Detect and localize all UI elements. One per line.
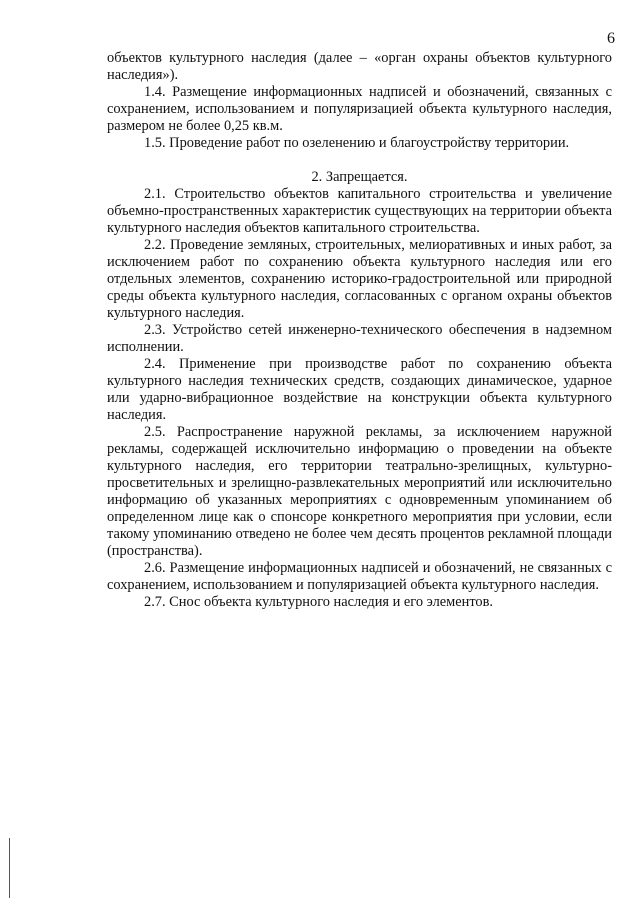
paragraph-2-4: 2.4. Применение при производстве работ по сохранению объекта культурного наследия технических средств, создающих динамическое, ударное или ударно-вибрационное воздействие на конструкции объекта культурного наследия. (107, 356, 612, 423)
section-heading: 2. Запрещается. (311, 169, 408, 185)
paragraph-2-2: 2.2. Проведение земляных, строительных, мелиоративных и иных работ, за исключением работ по сохранению объекта культурного наследия или его отдельных элементов, сохранению историко-градостроительной или природной среды объекта культурного наследия, согласованных с органом охраны объектов культурного наследия. (107, 237, 612, 321)
paragraph-1-5: 1.5. Проведение работ по озеленению и благоустройству территории. (144, 135, 570, 151)
scan-edge-line (9, 838, 10, 898)
paragraph-2-3: 2.3. Устройство сетей инженерно-технического обеспечения в надземном исполнении. (107, 322, 612, 355)
paragraph-1-4: 1.4. Размещение информационных надписей и обозначений, связанных с сохранением, использованием и популяризацией объекта культурного наследия, размером не более 0,25 кв.м. (107, 84, 612, 134)
paragraph-continuation: объектов культурного наследия (далее – «орган охраны объектов культурного наследия»). (107, 50, 612, 83)
paragraph-2-5: 2.5. Распространение наружной рекламы, за исключением наружной рекламы, содержащей исключительно информацию о проведении на объекте культурного наследия, его территории театрально-зрелищных, культурно-просветительных и зрелищно-развлекательных мероприятий или исключительно информацию об указанных мероприятиях с одновременным упоминанием об определенном лице как о спонсоре конкретного мероприятия при условии, если такому упоминанию отведено не более чем десять процентов рекламной площади (пространства). (107, 424, 612, 559)
page-number: 6 (607, 30, 615, 47)
paragraph-2-1: 2.1. Строительство объектов капитального строительства и увеличение объемно-пространственных характеристик существующих на территории объекта культурного наследия объектов капитального строительства. (107, 186, 612, 236)
paragraph-2-7: 2.7. Снос объекта культурного наследия и его элементов. (144, 594, 494, 610)
document-body (107, 50, 612, 611)
paragraph-2-6: 2.6. Размещение информационных надписей и обозначений, не связанных с сохранением, использованием и популяризацией объекта культурного наследия. (107, 560, 612, 593)
